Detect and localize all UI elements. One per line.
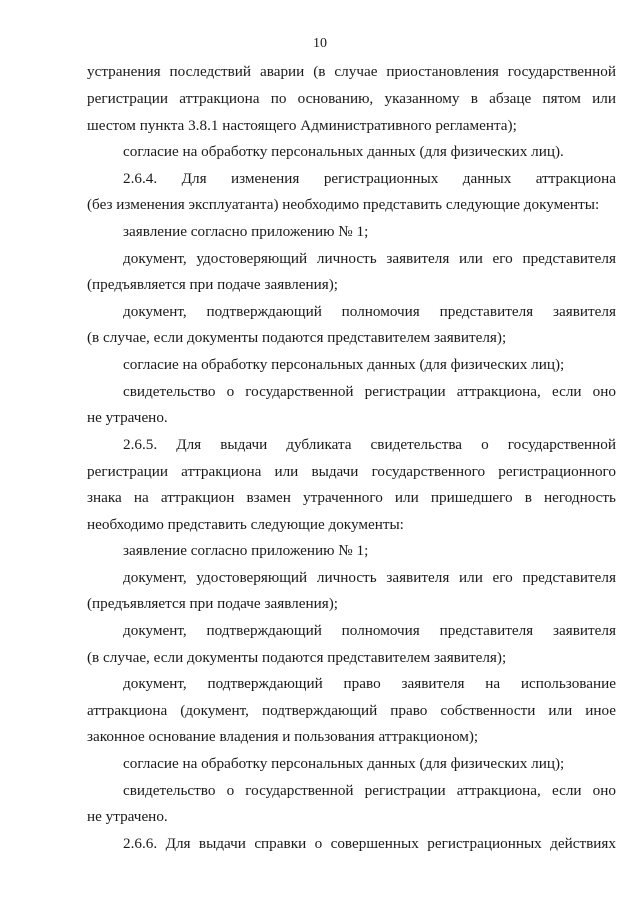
text-line: (в случае, если документы подаются представителем заявителя); bbox=[87, 329, 507, 346]
text-line: регистрации аттракциона по основанию, указанному в абзаце пятом или bbox=[87, 90, 616, 107]
text-line: устранения последствий аварии (в случае приостановления государственной bbox=[87, 63, 616, 80]
text-line: свидетельство о государственной регистрации аттракциона, если оно bbox=[123, 782, 616, 799]
text-line: законное основание владения и пользования аттракционом); bbox=[87, 728, 479, 745]
text-line: 2.6.4. Для изменения регистрационных данных аттракциона bbox=[123, 170, 616, 187]
text-line: согласие на обработку персональных данных (для физических лиц); bbox=[123, 755, 565, 772]
text-line: согласие на обработку персональных данных (для физических лиц); bbox=[123, 356, 565, 373]
text-line: (предъявляется при подаче заявления); bbox=[87, 595, 339, 612]
text-line: (в случае, если документы подаются представителем заявителя); bbox=[87, 649, 507, 666]
text-line: заявление согласно приложению № 1; bbox=[123, 223, 369, 240]
text-line: документ, подтверждающий право заявителя на использование bbox=[123, 675, 616, 692]
text-line: (без изменения эксплуатанта) необходимо представить следующие документы: bbox=[87, 196, 600, 213]
text-line: аттракциона (документ, подтверждающий право собственности или иное bbox=[87, 702, 616, 719]
page-number: 10 bbox=[313, 36, 327, 51]
text-line: 2.6.5. Для выдачи дубликата свидетельства о государственной bbox=[123, 436, 616, 453]
text-line: согласие на обработку персональных данных (для физических лиц). bbox=[123, 143, 564, 160]
text-line: документ, удостоверяющий личность заявителя или его представителя bbox=[123, 250, 616, 267]
text-line: свидетельство о государственной регистрации аттракциона, если оно bbox=[123, 383, 616, 400]
text-line: 2.6.6. Для выдачи справки о совершенных регистрационных действиях bbox=[123, 835, 616, 852]
text-line: не утрачено. bbox=[87, 409, 168, 426]
text-line: не утрачено. bbox=[87, 808, 168, 825]
text-line: документ, подтверждающий полномочия представителя заявителя bbox=[123, 622, 616, 639]
text-line: необходимо представить следующие документы: bbox=[87, 516, 404, 533]
text-line: (предъявляется при подаче заявления); bbox=[87, 276, 339, 293]
text-line: документ, удостоверяющий личность заявителя или его представителя bbox=[123, 569, 616, 586]
text-line: шестом пункта 3.8.1 настоящего Административного регламента); bbox=[87, 117, 517, 134]
text-line: знака на аттракцион взамен утраченного или пришедшего в негодность bbox=[87, 489, 616, 506]
text-line: документ, подтверждающий полномочия представителя заявителя bbox=[123, 303, 616, 320]
text-line: заявление согласно приложению № 1; bbox=[123, 542, 369, 559]
text-line: регистрации аттракциона или выдачи государственного регистрационного bbox=[87, 463, 616, 480]
